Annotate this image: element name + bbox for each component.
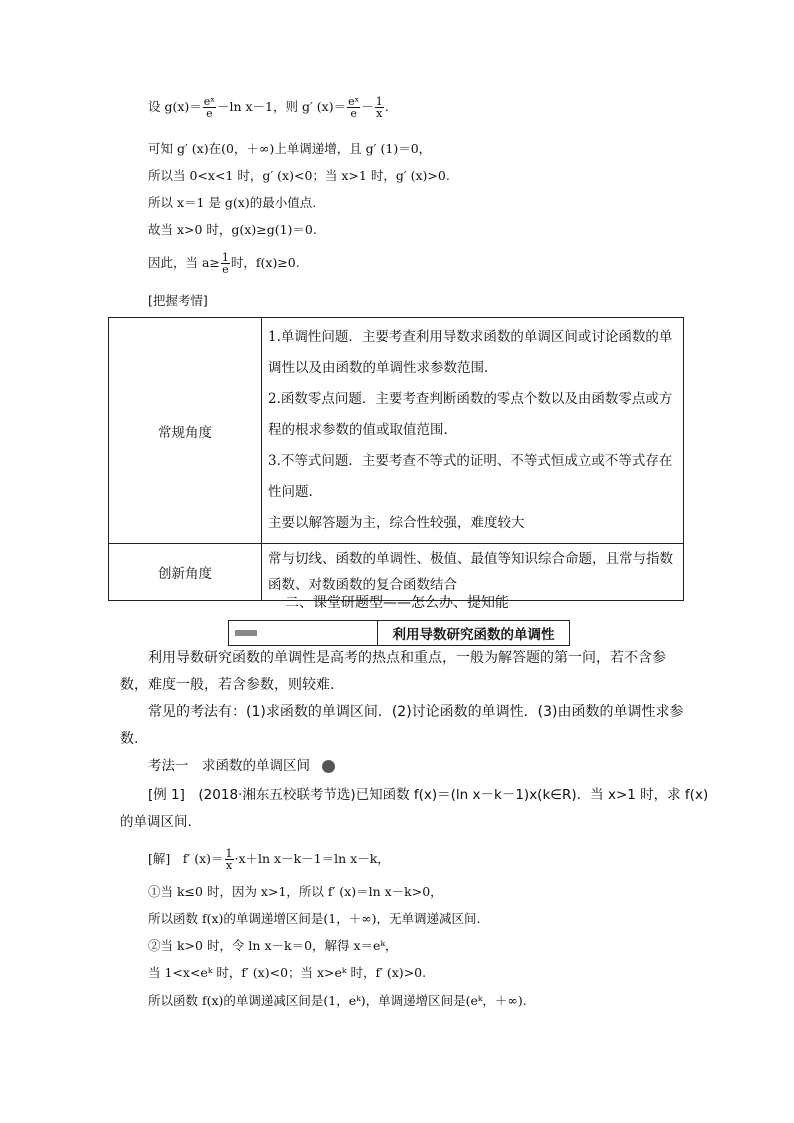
table-label-regular: 常规角度	[109, 318, 262, 544]
text-segment: 设 g(x)＝	[148, 99, 202, 114]
table-item: 2.函数零点问题．主要考查判断函数的零点个数以及由函数零点或方程的根求参数的值或取值范围.	[268, 391, 673, 438]
table-content-innovative: 常与切线、函数的单调性、极值、最值等知识综合命题，且常与指数函数、对数函数的复合函数结合	[262, 544, 684, 601]
table-label-innovative: 创新角度	[109, 544, 262, 601]
fraction-denominator: e	[222, 263, 229, 276]
text-segment: 因此，当 a≥	[148, 255, 220, 270]
line-sign: 所以当 0<x<1 时，g′ (x)<0；当 x>1 时，g′ (x)>0.	[148, 168, 450, 183]
line-conclusion-g: 故当 x>0 时，g(x)≥g(1)＝0.	[148, 222, 317, 237]
topic-banner	[228, 620, 570, 646]
fraction-numerator: eˣ	[203, 95, 215, 108]
fraction	[203, 96, 216, 119]
fraction-numerator: 1	[221, 251, 229, 264]
exam-analysis-table	[108, 317, 684, 601]
solution-case1: ①当 k≤0 时，因为 x>1，所以 f′ (x)＝ln x－k>0，	[148, 884, 443, 899]
fraction	[221, 252, 230, 275]
example-line-1: [例 1] (2018·湘东五校联考节选)已知函数 f(x)＝(ln x－k－1)x(k∈R)．当 x>1 时，求 f(x)	[148, 787, 709, 803]
intro-paragraph: 利用导数研究函数的单调性是高考的热点和重点，一般为解答题的第一问，若不含参数，难度一般，若含参数，则较难.	[120, 650, 666, 693]
fraction-numerator: 1	[225, 847, 233, 860]
text-segment: －	[361, 99, 374, 114]
line-therefore	[148, 252, 300, 275]
table-item: 1.单调性问题．主要考查利用导数求函数的单调区间或讨论函数的单调性以及由函数的单调性求参数范围.	[268, 329, 673, 376]
text-segment: [解] f′ (x)＝	[148, 851, 224, 866]
line-increasing: 可知 g′ (x)在(0，＋∞)上单调递增，且 g′ (1)＝0，	[148, 141, 432, 156]
fraction-numerator: eˣ	[348, 95, 360, 108]
line-min-point: 所以 x＝1 是 g(x)的最小值点.	[148, 195, 317, 210]
text-segment: 时，f(x)≥0.	[230, 255, 300, 270]
example-line-2: 的单调区间.	[120, 814, 192, 830]
solution-case1-result: 所以函数 f(x)的单调递增区间是(1，＋∞)，无单调递减区间.	[148, 911, 481, 926]
table-item: 主要以解答题为主，综合性较强，难度较大	[268, 515, 525, 531]
table-content-regular	[262, 318, 684, 544]
banner-title: 利用导数研究函数的单调性	[392, 627, 555, 643]
section-title: 二、课堂研题型——怎么办、提知能	[285, 595, 509, 611]
table-row	[109, 318, 684, 544]
bullet-dot-icon	[322, 760, 335, 773]
fraction-denominator: e	[206, 107, 213, 120]
text-segment: ·x＋ln x－k－1＝ln x－k，	[234, 851, 390, 866]
method-heading	[148, 758, 335, 774]
methods-paragraph: 常见的考法有：(1)求函数的单调区间．(2)讨论函数的单调性．(3)由函数的单调性求参数.	[120, 704, 684, 747]
fraction	[347, 96, 360, 119]
heading-grasp: [把握考情]	[148, 293, 208, 308]
solution-case2-result: 所以函数 f(x)的单调递减区间是(1，eᵏ)，单调递增区间是(eᵏ，＋∞).	[148, 993, 527, 1008]
table-item: 3.不等式问题．主要考查不等式的证明、不等式恒成立或不等式存在性问题.	[268, 453, 673, 500]
text-segment: .	[384, 99, 389, 114]
banner-left	[229, 621, 378, 645]
fraction-denominator: x	[225, 859, 233, 872]
fraction-denominator: x	[376, 107, 383, 120]
fraction	[225, 848, 234, 871]
solution-case2-sign: 当 1<x<eᵏ 时，f′ (x)<0；当 x>eᵏ 时，f′ (x)>0.	[148, 965, 427, 980]
solution-case2: ②当 k>0 时，令 ln x－k＝0，解得 x＝eᵏ，	[148, 938, 398, 953]
banner-tag-icon	[235, 630, 257, 636]
text-segment: －ln x－1，则 g′ (x)＝	[216, 99, 347, 114]
method-title: 考法一 求函数的单调区间	[148, 758, 310, 774]
solution-derivative	[148, 848, 390, 871]
fraction-numerator: 1	[375, 95, 383, 108]
line-g-definition	[148, 96, 389, 119]
fraction-denominator: e	[350, 107, 357, 120]
fraction	[375, 96, 384, 119]
